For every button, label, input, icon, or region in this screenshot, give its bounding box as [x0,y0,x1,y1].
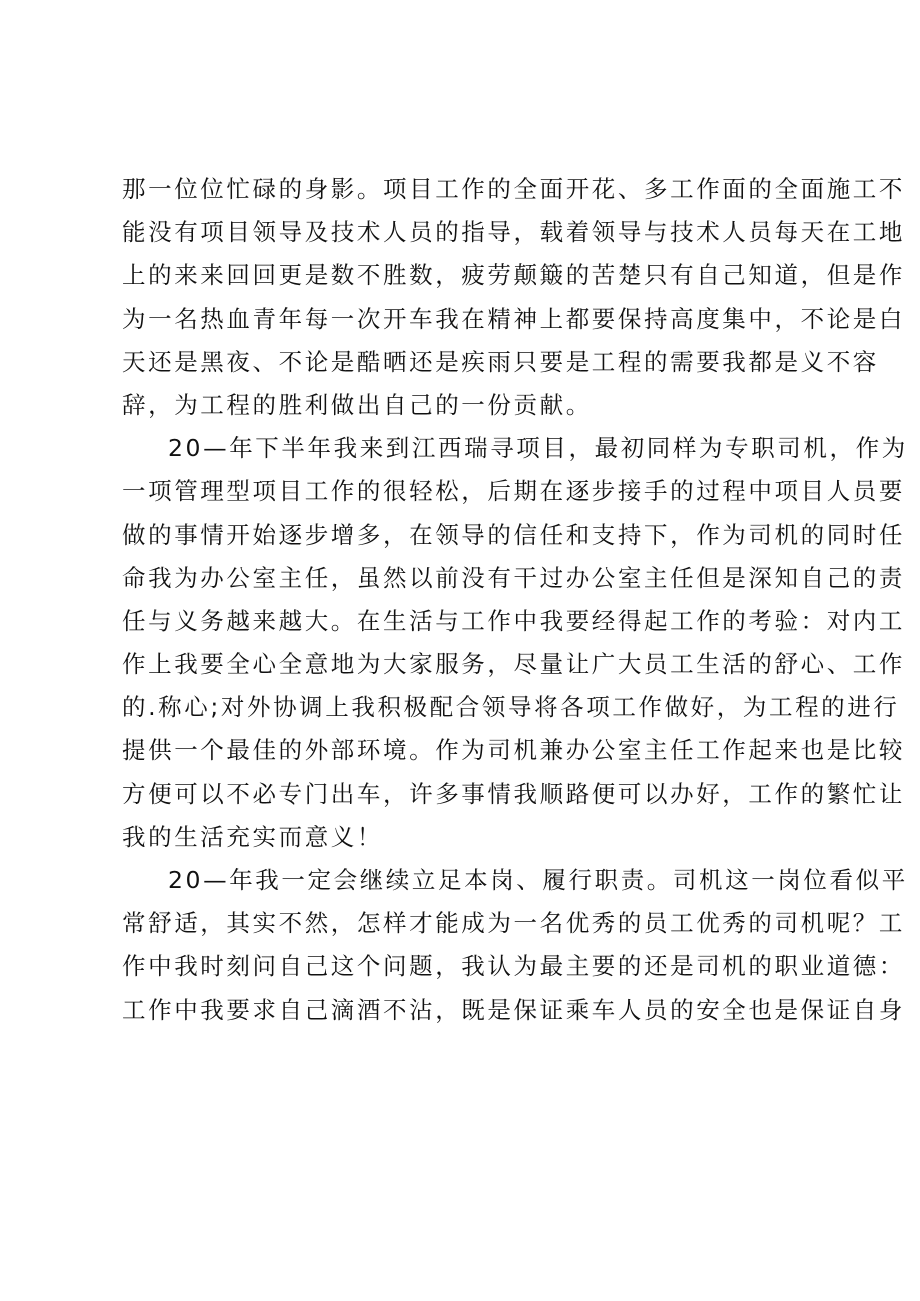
text-line: 我的生活充实而意义！ [122,822,383,851]
paragraph-first-line: 20—年下半年我来到江西瑞寻项目，最初同样为专职司机，作为 [168,434,908,463]
text-line: 方便可以不必专门出车，许多事情我顺路便可以办好，工作的繁忙让 [122,779,905,808]
text-line: 的.称心;对外协调上我积极配合领导将各项工作做好，为工程的进行 [122,693,900,722]
text-line: 能没有项目领导及技术人员的指导，载着领导与技术人员每天在工地 [122,218,905,247]
text-line: 那一位位忙碌的身影。项目工作的全面开花、多工作面的全面施工不 [122,175,905,203]
text-line: 做的事情开始逐步增多，在领导的信任和支持下，作为司机的同时任 [122,520,905,549]
text-line: 作中我时刻问自己这个问题，我认为最主要的还是司机的职业道德： [122,952,905,981]
paragraph-first-line: 20—年我一定会继续立足本岗、履行职责。司机这一岗位看似平 [168,866,908,894]
text-line: 提供一个最佳的外部环境。作为司机兼办公室主任工作起来也是比较 [122,736,905,765]
text-line: 为一名热血青年每一次开车我在精神上都要保持高度集中，不论是白 [122,304,905,333]
text-line: 辞，为工程的胜利做出自己的一份贡献。 [122,390,592,419]
text-line: 工作中我要求自己滴酒不沾，既是保证乘车人员的安全也是保证自身 [122,995,905,1024]
document-body [122,168,908,1032]
text-line: 常舒适，其实不然，怎样才能成为一名优秀的员工优秀的司机呢？工 [122,909,905,938]
text-line: 一项管理型项目工作的很轻松，后期在逐步接手的过程中项目人员要 [122,477,905,506]
text-line: 命我为办公室主任，虽然以前没有干过办公室主任但是深知自己的责 [122,563,905,592]
text-line: 上的来来回回更是数不胜数，疲劳颠簸的苦楚只有自己知道，但是作 [122,261,905,290]
text-line: 任与义务越来越大。在生活与工作中我要经得起工作的考验：对内工 [122,606,905,635]
text-line: 天还是黑夜、不论是酷晒还是疾雨只要是工程的需要我都是义不容 [122,347,879,376]
text-line: 作上我要全心全意地为大家服务，尽量让广大员工生活的舒心、工作 [122,650,905,679]
